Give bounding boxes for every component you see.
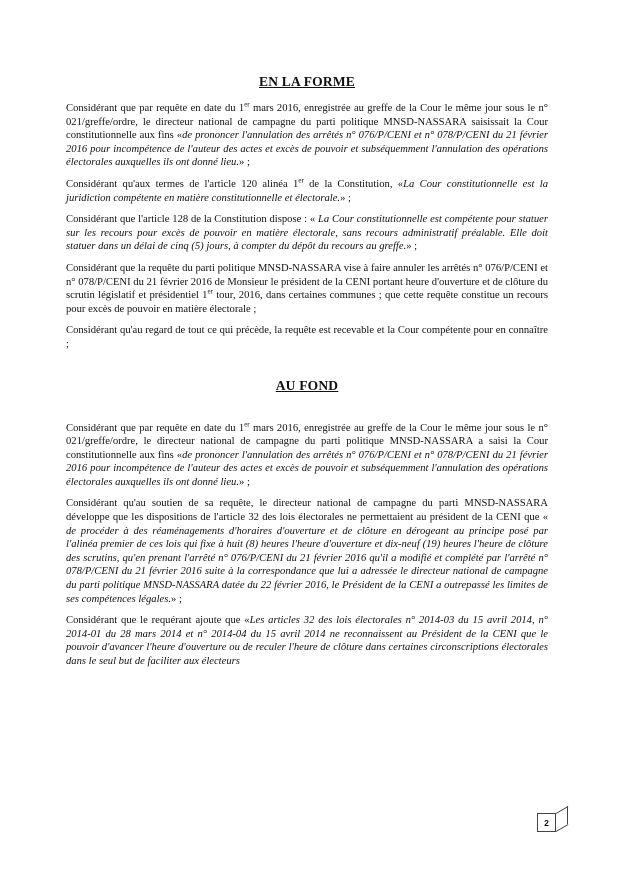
- paragraph-text: Considérant qu'aux termes de l'article 120 alinéa 1: [66, 178, 299, 190]
- section-fond-body: [66, 419, 549, 669]
- page-content: [66, 74, 548, 677]
- superscript: er: [298, 176, 304, 185]
- paragraph-text: » ;: [171, 593, 182, 605]
- quoted-text: de procéder à des réaménagements d'horaires d'ouverture et de clôture en dérogeant au principe posé par l'alinéa premier de ces lois qui fixe à huit (8) heures l'heure d'ouverture et dix-neuf (19) heures l'heure de clôture des scrutins, qu'en prenant l'arrêté n° 076/P/CENI du 21 février 2016 qu'il a modifié et complété par l'arrêté n° 078/P/CENI du 21 février 2016 suite à la correspondance que lui a adressée le directeur national de campagne du parti politique MNSD-NASSARA datée du 22 février 2016, le Président de la CENI a outrepassé les limites de ses compétences légales.: [66, 525, 548, 605]
- paragraph-text: Considérant que le requérant ajoute que «: [66, 615, 250, 627]
- quoted-text: La Cour constitutionnelle est la juridiction compétente en matière constitutionnelle et électorale.: [66, 178, 549, 204]
- paragraph-text: Considérant que par requête en date du 1: [66, 422, 245, 434]
- paragraph-text: Considérant que par requête en date du 1: [66, 103, 245, 114]
- paragraph-text: Considérant que la requête du parti politique MNSD-NASSARA vise à faire annuler les arrêtés n° 076/P/CENI et n° 078/P/CENI du 21 février 2016 de Monsieur le président de la CENI portant heure d'ouverture et de clôture du scrutin législatif et présidentiel 1: [66, 262, 548, 302]
- paragraph: [66, 614, 548, 668]
- paragraph-text: tour, 2016, dans certaines communes ; que cette requête constitue un recours pour excès de pouvoir en matière électorale ;: [66, 290, 548, 315]
- superscript: er: [207, 287, 213, 296]
- paragraph-text: » ;: [340, 192, 351, 204]
- paragraph-text: de la Constitution, «: [303, 178, 404, 190]
- page-corner-decoration: [556, 824, 569, 832]
- paragraph-text: mars 2016, enregistrée au greffe de la Cour le même jour sous le n° 021/greffe/ordre, le directeur national de campagne du parti politique MNSD-NASSARA saisissait la Cour constitutionnelle aux fins «: [66, 103, 548, 142]
- paragraph: [66, 178, 548, 205]
- paragraph: [66, 262, 548, 316]
- paragraph-text: Considérant que l'article 128 de la Constitution dispose : «: [66, 214, 319, 226]
- section-title-forme: EN LA FORME: [259, 74, 355, 89]
- page-corner-decoration: [567, 806, 568, 824]
- superscript: er: [244, 100, 250, 109]
- quoted-text: de prononcer l'annulation des arrêtés n° 076/P/CENI et n° 078/P/CENI du 21 février 2016 pour incompétence de l'auteur des actes et excès de pouvoir et subséquemment l'annulation des opérations électorales auxquelles ils ont donné lieu.: [66, 130, 549, 169]
- paragraph-text: mars 2016, enregistrée au greffe de la Cour le même jour sous le n° 021/greffe/ordre, le directeur national de campagne du parti politique MNSD-NASSARA a saisi la Cour constitutionnelle aux fins «: [66, 422, 548, 461]
- quoted-text: de prononcer l'annulation des arrêtés n° 076/P/CENI et n° 078/P/CENI du 21 février 2016 pour incompétence de l'auteur des actes et excès de pouvoir et subséquemment l'annulation des opérations électorales auxquelles ils ont donné lieu.: [66, 449, 549, 488]
- paragraph-text: » ;: [239, 157, 250, 169]
- page-number: 2: [537, 813, 556, 832]
- paragraph-text: Considérant qu'au regard de tout ce qui précède, la requête est recevable et la Cour compétente pour en connaître ;: [66, 325, 548, 350]
- superscript: er: [244, 419, 250, 428]
- paragraph: [66, 419, 549, 490]
- section-title-fond: AU FOND: [275, 377, 339, 393]
- paragraph: [66, 102, 548, 170]
- paragraph-text: » ;: [239, 476, 250, 488]
- paragraph: [66, 497, 548, 606]
- paragraph: [66, 324, 548, 351]
- quoted-text: La Cour constitutionnelle est compétente pour statuer sur les recours pour excès de pouvoir en matière électorale, sans recours administratif préalable. Elle doit statuer dans un délai de cinq (5) jours, à compter du dépôt du recours au greffe.: [66, 214, 548, 253]
- paragraph-text: » ;: [406, 241, 418, 253]
- section-forme-body: [66, 102, 548, 352]
- quoted-text: Les articles 32 des lois électorales n° 2014-03 du 15 avril 2014, n° 2014-01 du 28 mars 2014 et n° 2014-04 du 15 avril 2014 ne reconnaissent au Président de la CENI que le pouvoir d'avancer l'heure d'ouverture ou de reculer l'heure de clôture dans certaines circonscriptions électorales dans le seul but de faciliter aux électeurs: [66, 615, 548, 667]
- paragraph: [66, 213, 548, 254]
- paragraph-text: Considérant qu'au soutien de sa requête, le directeur national de campagne du parti MNSD-NASSARA développe que les dispositions de l'article 32 des lois électorales ne permettaient au président de la CENI que «: [66, 498, 548, 524]
